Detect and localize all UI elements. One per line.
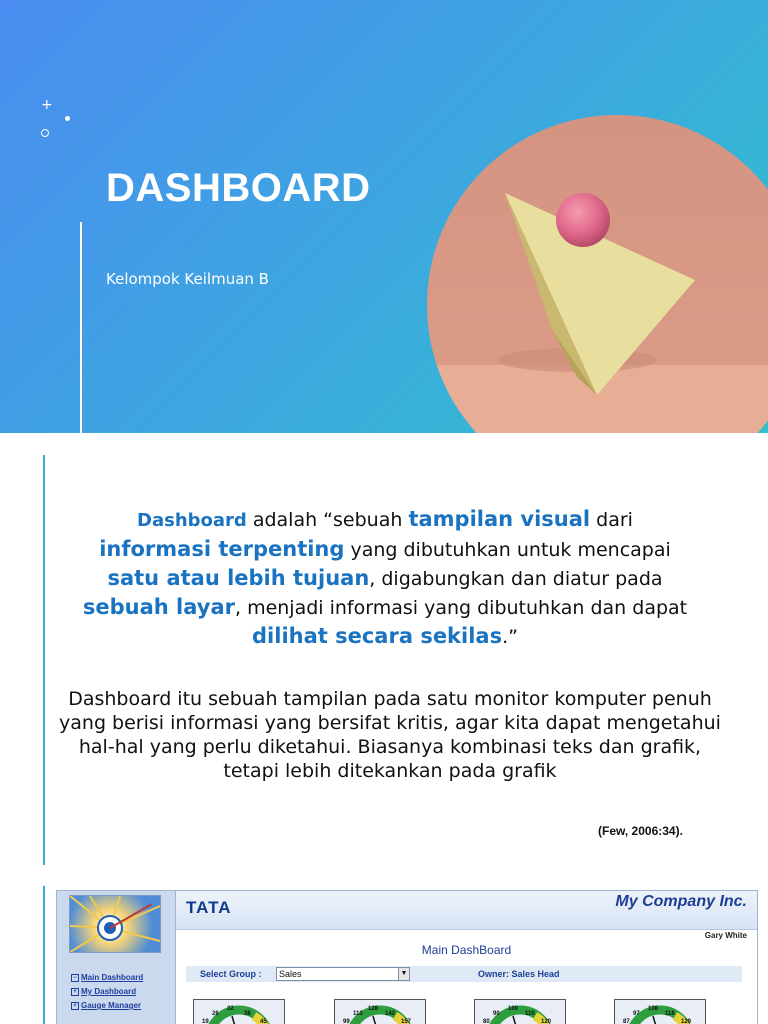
gauge-tick-label: 80 bbox=[483, 1019, 490, 1024]
quote-text: , digabungkan dan diatur pada bbox=[369, 568, 663, 590]
quote-highlight: sebuah layar bbox=[82, 595, 235, 619]
accent-line bbox=[80, 222, 82, 433]
quote-text: , menjadi informasi yang dibutuhkan dan dapat bbox=[234, 597, 688, 619]
explanation-paragraph: Dashboard itu sebuah tampilan pada satu monitor komputer penuh yang berisi informasi yang bersifat kritis, agar kita dapat mengetahui hal-hal yang perlu diketahui. Biasanya kombinasi teks dan grafik, tetapi lebih ditekankan pada grafik bbox=[59, 688, 721, 782]
example-slide bbox=[0, 870, 768, 1024]
gauge-tick-label: 90 bbox=[493, 1011, 500, 1017]
group-select[interactable] bbox=[276, 967, 410, 981]
slide-subtitle: Kelompok Keilmuan B bbox=[106, 270, 269, 288]
quote-text: yang dibutuhkan untuk mencapai bbox=[344, 539, 671, 561]
quote-highlight: informasi terpenting bbox=[99, 537, 345, 561]
gauge-tick-label: 97 bbox=[633, 1011, 640, 1017]
slide-title: DASHBOARD bbox=[106, 166, 371, 210]
sidebar-item-my-dashboard[interactable]: + My Dashboard bbox=[71, 987, 143, 996]
gauge-tick-label: 32 bbox=[227, 1006, 234, 1012]
accent-line bbox=[43, 455, 45, 865]
user-name[interactable]: Gary White bbox=[704, 931, 747, 940]
dashboard-screenshot bbox=[56, 890, 758, 1024]
gauge-tick-label: 38 bbox=[244, 1011, 251, 1017]
dartboard-logo-icon bbox=[69, 895, 161, 953]
gauge-tick-label: 45 bbox=[260, 1019, 267, 1024]
accent-line bbox=[43, 886, 45, 1024]
gauge-widget[interactable] bbox=[474, 999, 566, 1024]
page-title: Main DashBoard bbox=[421, 943, 512, 957]
dot-decoration-icon bbox=[65, 116, 70, 121]
group-select-value: Sales bbox=[279, 969, 302, 979]
main-panel bbox=[176, 891, 757, 1024]
sidebar-item-main-dashboard[interactable]: − Main Dashboard bbox=[71, 973, 143, 982]
quote-highlight: dilihat secara sekilas bbox=[252, 624, 503, 648]
quote-text: dari bbox=[590, 509, 633, 531]
quote-highlight: satu atau lebih tujuan bbox=[107, 566, 370, 590]
gauge-tick-label: 19 bbox=[202, 1019, 209, 1024]
gauge-tick-label: 26 bbox=[212, 1011, 219, 1017]
brand-logo: TATA bbox=[186, 898, 232, 917]
quote-term: Dashboard bbox=[137, 510, 247, 531]
gauge-tick-label: 120 bbox=[541, 1019, 552, 1024]
quote-highlight: tampilan visual bbox=[408, 507, 591, 531]
gauge-widget[interactable] bbox=[193, 999, 285, 1024]
gauge-widget[interactable] bbox=[334, 999, 426, 1024]
sidebar bbox=[57, 891, 176, 1024]
pyramid-sphere-illustration bbox=[427, 115, 768, 433]
collapse-icon: − bbox=[71, 974, 79, 982]
gauge-widget[interactable] bbox=[614, 999, 706, 1024]
gauge-tick-label: 99 bbox=[343, 1019, 350, 1024]
gauge-tick-label: 129 bbox=[681, 1019, 692, 1024]
select-group-label: Select Group : bbox=[200, 969, 262, 979]
gauge-tick-label: 87 bbox=[623, 1019, 630, 1024]
gauge-tick-label: 118 bbox=[665, 1011, 675, 1017]
header-bar bbox=[176, 891, 757, 930]
chevron-down-icon[interactable]: ▼ bbox=[398, 968, 409, 980]
definition-slide bbox=[0, 433, 768, 870]
plus-decoration-icon: + bbox=[41, 97, 53, 113]
filter-bar bbox=[186, 966, 742, 982]
hero-image bbox=[427, 115, 768, 433]
expand-icon: + bbox=[71, 1002, 79, 1010]
gauge-tick-label: 108 bbox=[648, 1006, 659, 1012]
sidebar-nav bbox=[71, 973, 143, 1015]
expand-icon: + bbox=[71, 988, 79, 996]
company-name: My Company Inc. bbox=[615, 893, 747, 910]
quote-text: adalah “sebuah bbox=[246, 509, 409, 531]
gauge-tick-label: 110 bbox=[525, 1011, 535, 1017]
gauge-tick-label: 128 bbox=[368, 1006, 379, 1012]
sidebar-item-gauge-manager[interactable]: + Gauge Manager bbox=[71, 1001, 143, 1010]
owner-label: Owner: Sales Head bbox=[478, 969, 560, 979]
gauge-tick-label: 157 bbox=[401, 1019, 412, 1024]
definition-quote bbox=[60, 505, 710, 651]
gauge-tick-label: 100 bbox=[508, 1006, 519, 1012]
ring-decoration-icon bbox=[41, 129, 49, 137]
gauge-tick-label: 113 bbox=[353, 1011, 363, 1017]
quote-text: .” bbox=[502, 626, 518, 648]
gauge-tick-label: 142 bbox=[385, 1011, 396, 1017]
title-slide bbox=[0, 0, 768, 433]
citation: (Few, 2006:34). bbox=[598, 824, 683, 838]
